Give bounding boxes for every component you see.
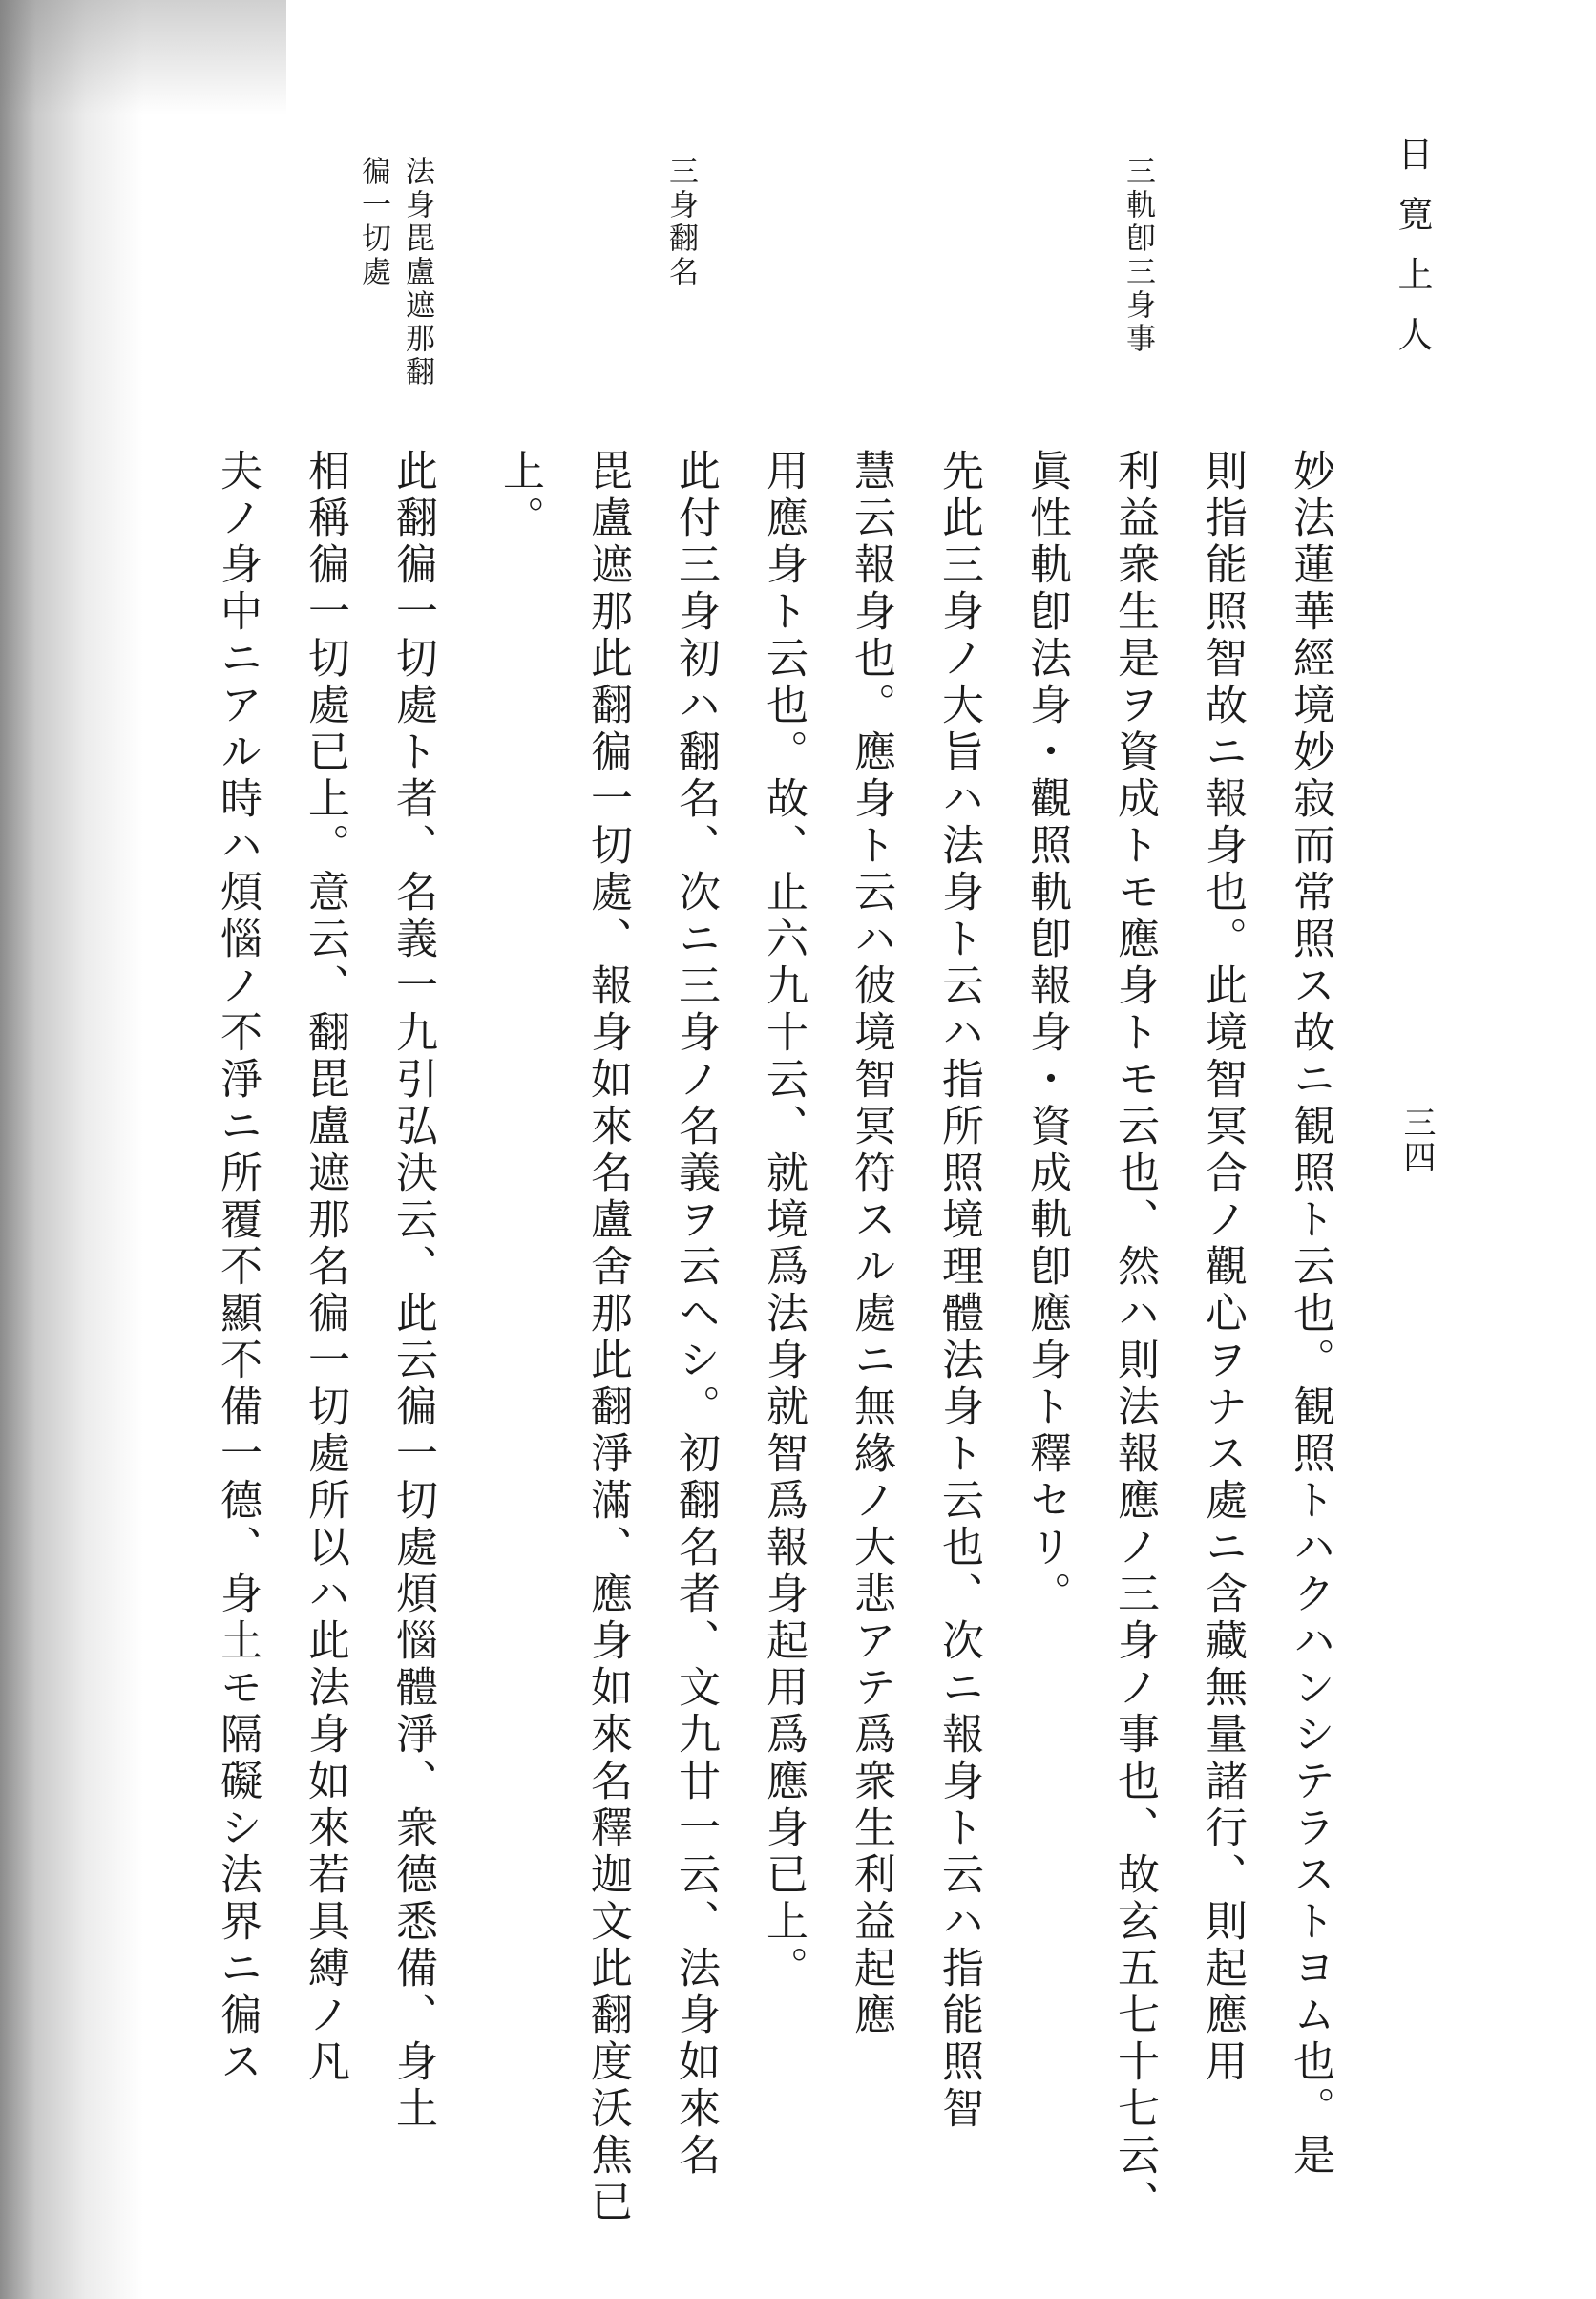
body-column: 用應身ト云也。故、止六九十云、就境爲法身就智爲報身起用爲應身已上。 — [759, 449, 808, 1993]
scan-top-shadow — [0, 0, 286, 115]
headnote-hosshin-birushana-line1: 法身毘盧遮那翻 — [400, 156, 434, 390]
body-column: 毘盧遮那此翻徧一切處、報身如來名盧舍那此翻淨滿、應身如來名釋迦文此翻度沃焦已 — [583, 449, 632, 2226]
body-column: 眞性軌卽法身・觀照軌卽報身・資成軌卽應身ト釋セリ。 — [1022, 449, 1071, 1618]
headnote-hosshin-birushana-line2: 徧一切處 — [356, 156, 390, 289]
page-number: 三四 — [1397, 1106, 1436, 1174]
body-column: 利益衆生是ヲ資成トモ應身トモ云也、然ハ則法報應ノ三身ノ事也、故玄五七十七云、 — [1110, 449, 1159, 2226]
body-column: 此翻徧一切處ト者、名義一九引弘決云、此云徧一切處煩惱體淨、衆德悉備、身土 — [388, 449, 437, 2133]
body-column: 先此三身ノ大旨ハ法身ト云ハ指所照境理體法身ト云也、次ニ報身ト云ハ指能照智 — [934, 449, 983, 2133]
body-column: 上。 — [495, 449, 544, 542]
body-column: 則指能照智故ニ報身也。此境智冥合ノ觀心ヲナス處ニ含藏無量諸行、則起應用 — [1198, 449, 1247, 2086]
body-column: 慧云報身也。應身ト云ハ彼境智冥符スル處ニ無緣ノ大悲アテ爲衆生利益起應 — [847, 449, 895, 2039]
headnote-sanshin-honmyo: 三身翻名 — [663, 156, 698, 289]
headnote-sanki-sanshin: 三軌卽三身事 — [1121, 156, 1155, 356]
body-column: 妙法蓮華經境妙寂而常照ス故ニ観照ト云也。観照トハクハンシテラストヨム也。是 — [1286, 449, 1334, 2180]
body-column: 此付三身初ハ翻名、次ニ三身ノ名義ヲ云ヘシ。初翻名者、文九廿一云、法身如來名 — [671, 449, 720, 2180]
body-column: 相稱徧一切處已上。意云、翻毘盧遮那名徧一切處所以ハ此法身如來若具縛ノ凡 — [301, 449, 349, 2086]
running-head: 日寛上人 — [1392, 136, 1433, 376]
body-column: 夫ノ身中ニアル時ハ煩惱ノ不淨ニ所覆不顯不備一德、身土モ隔礙シ法界ニ徧ス — [213, 449, 262, 2086]
scan-edge-shadow — [0, 0, 143, 2299]
